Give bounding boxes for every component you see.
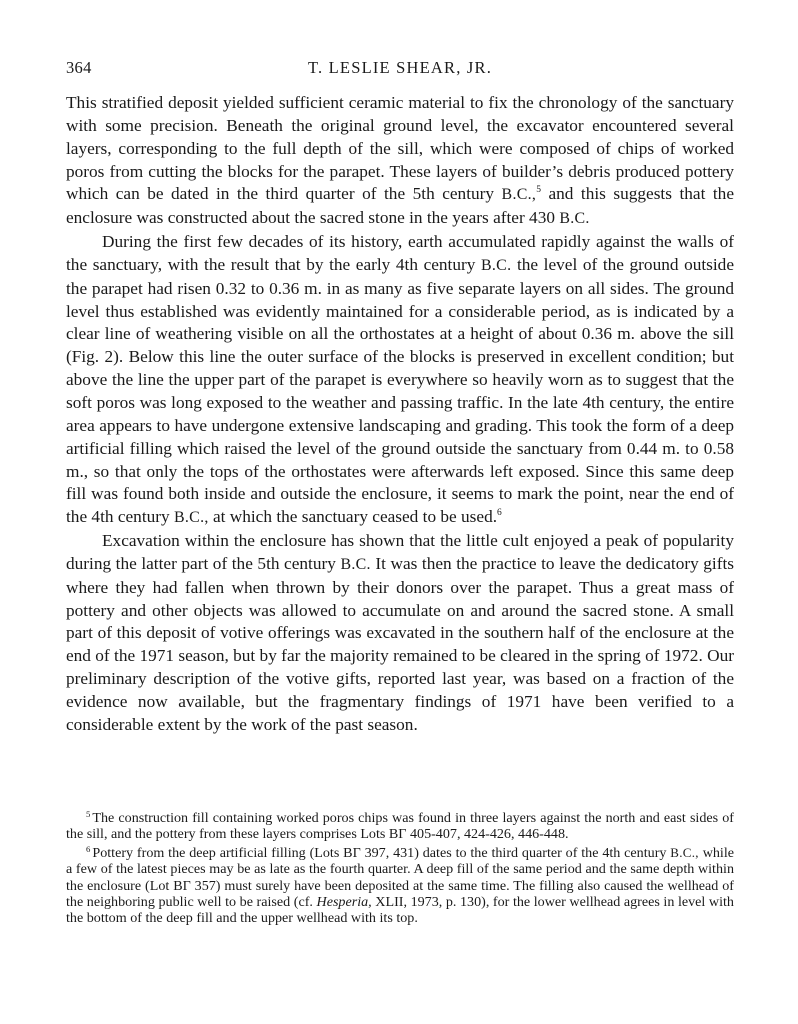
footnote-6-text-b: while a few of the latest pieces may be as late as the fourth quarter. A deep fill of the same period and the same depth within the enclosure (Lot ΒΓ 357) must surely have been deposited at the same time. The filling also caused the wellhead of the neighboring public well to be raised (cf. (66, 844, 734, 911)
footnote-6-text-a: Pottery from the deep artificial filling (Lots ΒΓ 397, 431) dates to the third quarter of the 4th century (92, 844, 667, 861)
footnotes (66, 810, 734, 929)
paragraph-1-text-a: This stratified deposit yielded sufficient ceramic material to fix the chronology of the sanctuary with some precision. Beneath the original ground level, the excavator encountered several layers, corresponding to the full depth of the sill, which were composed of chips of worked poros from cutting the blocks for the parapet. These layers of builder’s debris produced pottery which can be dated in the third quarter of the 5th century (66, 93, 734, 204)
paragraph-1 (66, 92, 734, 231)
footnote-ref-6[interactable]: 6 (497, 508, 502, 519)
page-header (66, 58, 734, 82)
footnote-6-text-c: XLII, 1973, p. 130), for the lower wellhead agrees in level with the bottom of the deep fill and the upper wellhead with its top. (66, 894, 734, 927)
footnote-mark: 6 (86, 844, 91, 855)
paragraph-2 (66, 231, 734, 530)
page-number: 364 (66, 58, 92, 77)
footnote-5-text: The construction fill containing worked poros chips was found in three layers against the north and east sides of the sill, and the pottery from these layers comprises Lots ΒΓ 405-407, 424-426, 446-448. (66, 810, 734, 843)
running-head: T. LESLIE SHEAR, JR. (307, 58, 493, 77)
footnote-ref-5[interactable]: 5 (536, 185, 541, 196)
paragraph-1-text-b: and this suggests that the enclosure was constructed about the sacred stone in the years after 430 (66, 184, 734, 228)
era-abbreviation: B.C. (481, 256, 512, 274)
footnote-mark: 5 (86, 809, 91, 820)
paragraph-2-text-c: at which the sanctuary ceased to be used. (212, 507, 498, 527)
paragraph-3-text-a: Excavation within the enclosure has shown that the little cult enjoyed a peak of popularity during the latter part of the 5th century (66, 531, 734, 573)
era-abbreviation: B.C. (340, 555, 371, 573)
footnote-5 (66, 810, 734, 843)
paragraph-2-text-a: During the first few decades of its history, earth accumulated rapidly against the walls of the sanctuary, with the result that by the early 4th century (66, 232, 734, 274)
era-abbreviation: B.C. (559, 210, 590, 228)
body-text (66, 92, 734, 737)
paragraph-2-text-b: the level of the ground outside the parapet had risen 0.32 to 0.36 m. in as many as five separate layers on all sides. The ground level thus established was evidently maintained for a considerable period, as is indicated by a clear line of weathering visible on all the orthostates at a height of about 0.36 m. above the sill (Fig. 2). Below this line the outer surface of the blocks is preserved in excellent condition; but above the line the upper part of the parapet is everywhere so heavily worn as to suggest that the soft poros was long exposed to the weather and passing traffic. In the late 4th century, the entire area appears to have undergone extensive landscaping and grading. This took the form of a deep artificial filling which raised the level of the ground outside the sanctuary from 0.44 m. to 0.58 m., so that only the tops of the orthostates were afterwards left exposed. Since this same deep fill was found both inside and outside the enclosure, it seems to mark the point, near the end of the 4th century (66, 254, 734, 527)
paragraph-3-text-b: It was then the practice to leave the dedicatory gifts where they had fallen when thrown by their donors over the parapet. Thus a great mass of pottery and other objects was allowed to accumulate on and around the sacred stone. A small part of this deposit of votive offerings was excavated in the southern half of the enclosure at the end of the 1971 season, but by far the majority remained to be cleared in the spring of 1972. Our preliminary description of the votive gifts, reported last year, was based on a fraction of the evidence now available, but the fragmentary findings of 1971 have been verified to a considerable extent by the work of the past season. (66, 553, 735, 734)
footnote-6 (66, 845, 734, 927)
era-abbreviation: B.C., (501, 186, 537, 204)
journal-title: Hesperia, (316, 894, 372, 911)
era-abbreviation: B.C., (670, 844, 699, 860)
era-abbreviation: B.C., (173, 509, 209, 527)
paragraph-3 (66, 530, 734, 737)
